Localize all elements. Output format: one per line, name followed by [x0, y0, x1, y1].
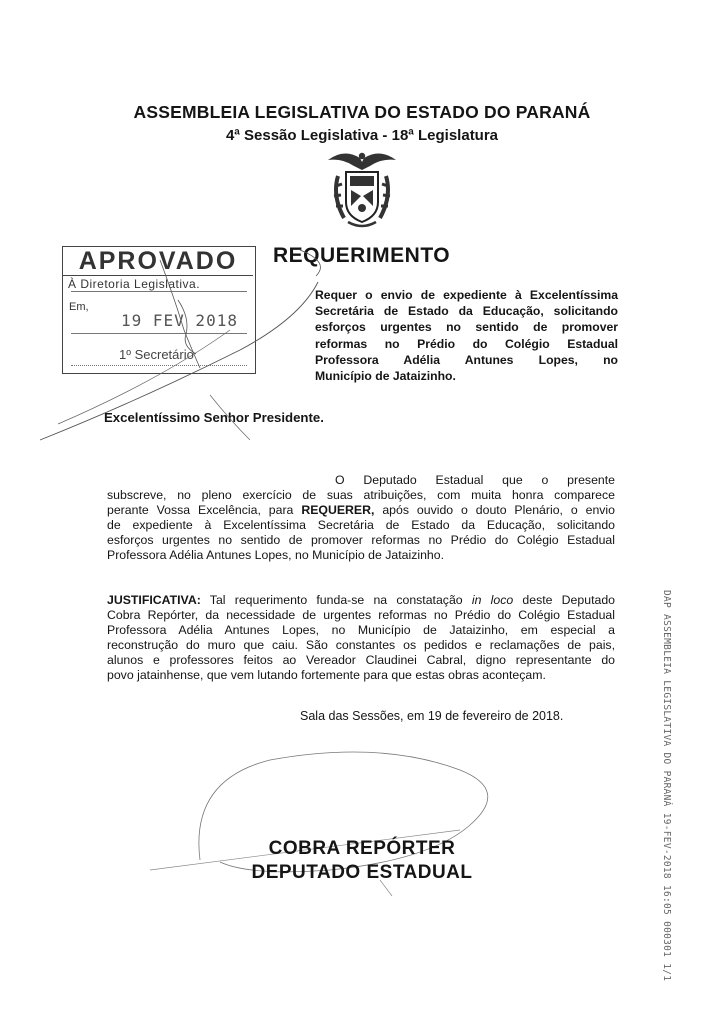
protocol-stamp [644, 590, 684, 982]
latin-term: in loco [471, 593, 514, 607]
text-run: perante Vossa Excelência, para [107, 503, 302, 517]
paragraph-line: Cobra Repórter, da necessidade de urgentes reformas no Prédio do Colégio Estadual [107, 608, 615, 622]
paragraph-line: O Deputado Estadual que o presente [335, 473, 615, 487]
salutation: Excelentíssimo Senhor Presidente. [104, 410, 324, 425]
summary-line: reformas no Prédio do Colégio Estadual [315, 336, 618, 351]
institution-heading: ASSEMBLEIA LEGISLATIVA DO ESTADO DO PARANÁ [133, 102, 591, 122]
paragraph-line: reconstrução do muro que caiu. São constantes os pedidos e reclamações de pais, [107, 638, 615, 652]
text-run: deste Deputado [513, 593, 616, 607]
paragraph-line: povo jatainhense, que vem lutando fortemente para que estas obras aconteçam. [107, 668, 546, 682]
paragraph-line: Professora Adélia Antunes Lopes, no Município de Jataizinho. [107, 548, 445, 562]
summary-line: esforços urgentes no sentido de promover [315, 320, 618, 335]
paragraph-line: subscreve, no pleno exercício de suas atribuições, com muita honra comparece [107, 488, 615, 502]
stamp-secretary: 1º Secretário [119, 347, 194, 362]
protocol-stamp-text: DAP ASSEMBLEIA LEGISLATIVA DO PARANÁ 19-FEV-2018 16:05 000301 1/1 [661, 590, 672, 982]
justification-label: JUSTIFICATIVA: [107, 593, 201, 607]
text-run: após ouvido o douto Plenário, o envio [374, 503, 615, 517]
paragraph-line: esforços urgentes no sentido de promover reformas no Prédio do Colégio Estadual [107, 533, 615, 547]
paragraph-line: alunos e professores feitos ao Vereador Claudinei Cabral, digno representante do [107, 653, 615, 667]
paragraph-line: Professora Adélia Antunes Lopes, no Município de Jataizinho, em especial a [107, 623, 615, 637]
summary-line: Município de Jataizinho. [315, 369, 456, 384]
closing-line: Sala das Sessões, em 19 de fevereiro de 2018. [300, 709, 564, 723]
summary-line: Secretária de Estado da Educação, solicitando [315, 304, 618, 319]
stamp-em-label: Em, [69, 301, 89, 313]
stamp-subtitle: À Diretoria Legislativa. [68, 277, 201, 291]
paragraph-line: de expediente à Excelentíssima Secretária de Estado da Educação, solicitando [107, 518, 615, 532]
stamp-date: 19 FEV 2018 [121, 311, 238, 330]
signatory-name: COBRA REPÓRTER [268, 838, 456, 859]
text-run: Tal requerimento funda-se na constatação [200, 593, 472, 607]
session-subheading: 4ª Sessão Legislativa - 18ª Legislatura [225, 127, 499, 144]
requerer-keyword: REQUERER, [301, 503, 375, 517]
summary-line: Requer o envio de expediente à Excelentíssima [315, 288, 618, 302]
summary-line: Professora Adélia Antunes Lopes, no [315, 352, 618, 367]
stamp-title: APROVADO [63, 247, 253, 276]
document-title: REQUERIMENTO [273, 244, 451, 267]
signatory-role: DEPUTADO ESTADUAL [251, 862, 473, 883]
